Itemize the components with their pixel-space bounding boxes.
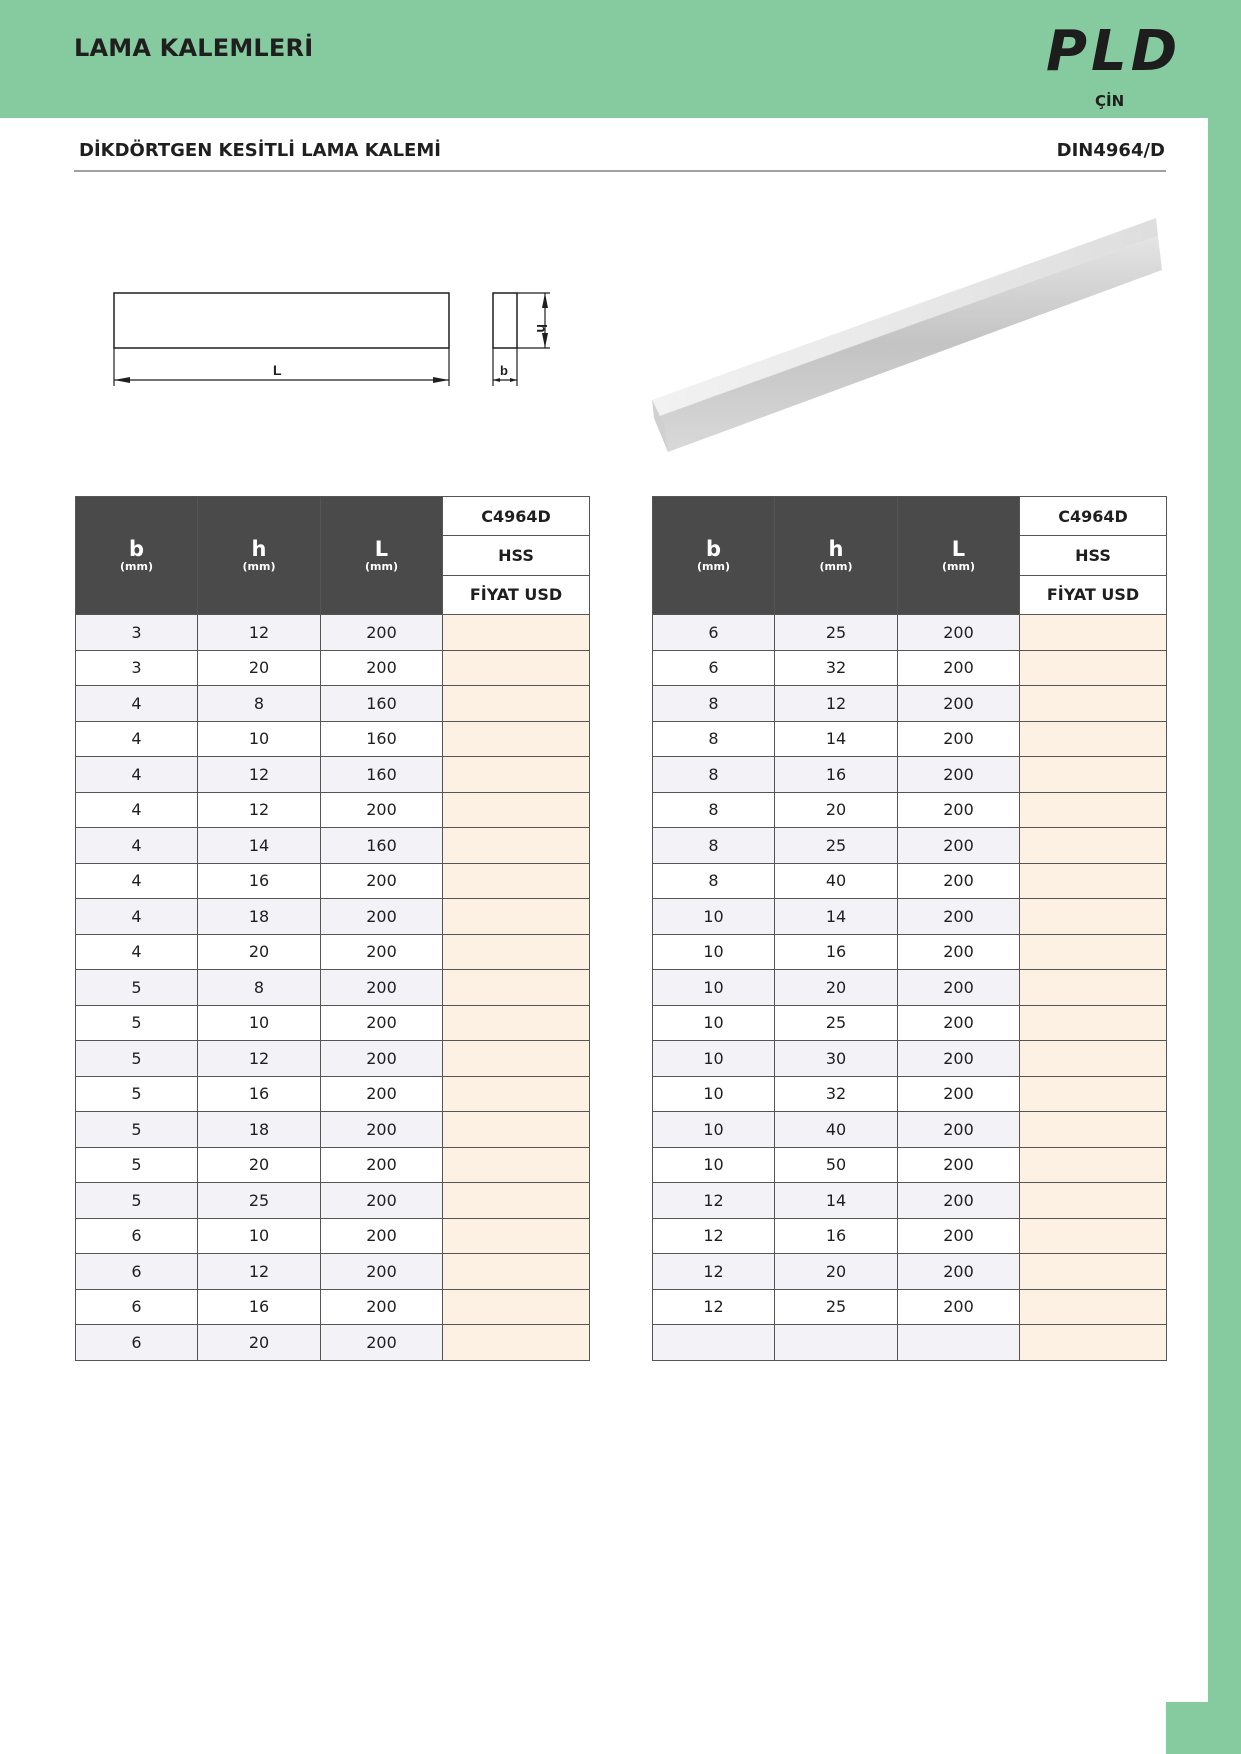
table-row <box>653 615 1167 651</box>
price-cell <box>443 1183 590 1219</box>
price-cell <box>443 1076 590 1112</box>
cell-h: 25 <box>775 828 898 864</box>
cell-b: 3 <box>76 650 198 686</box>
cell-b: 4 <box>76 721 198 757</box>
price-cell <box>443 970 590 1006</box>
price-header: FİYAT USD <box>1020 575 1167 614</box>
cell-l: 200 <box>898 1005 1020 1041</box>
price-cell <box>1020 1218 1167 1254</box>
table-row <box>653 1041 1167 1077</box>
cell-b: 8 <box>653 792 775 828</box>
cell-h: 25 <box>775 1289 898 1325</box>
price-cell <box>443 757 590 793</box>
size-table-right <box>652 496 1167 1361</box>
brand-logo: PLD <box>1046 19 1182 84</box>
price-cell <box>443 1218 590 1254</box>
cell-l: 200 <box>898 792 1020 828</box>
price-cell <box>1020 1289 1167 1325</box>
cell-h: 12 <box>198 615 321 651</box>
cell-l: 200 <box>321 615 443 651</box>
cell-h: 12 <box>198 1041 321 1077</box>
column-header-h: h (mm) <box>198 497 321 615</box>
cell-l: 200 <box>898 615 1020 651</box>
cell-h: 14 <box>775 721 898 757</box>
cell-l: 160 <box>321 686 443 722</box>
column-header-b: b (mm) <box>76 497 198 615</box>
price-cell <box>443 1254 590 1290</box>
cell-b: 6 <box>76 1289 198 1325</box>
table-row <box>76 863 590 899</box>
side-band <box>1208 118 1241 1754</box>
price-cell <box>1020 615 1167 651</box>
cell-l: 200 <box>321 934 443 970</box>
cell-l: 200 <box>898 1112 1020 1148</box>
cell-l: 200 <box>321 1325 443 1361</box>
cell-l: 200 <box>321 650 443 686</box>
cell-l: 200 <box>898 934 1020 970</box>
price-cell <box>443 1041 590 1077</box>
cell-b: 10 <box>653 970 775 1006</box>
cell-l: 200 <box>321 1112 443 1148</box>
table-row <box>653 1183 1167 1219</box>
cell-b: 12 <box>653 1218 775 1254</box>
cell-l: 200 <box>898 863 1020 899</box>
cell-l: 200 <box>321 1254 443 1290</box>
cell-h: 14 <box>198 828 321 864</box>
cell-l: 200 <box>321 1076 443 1112</box>
cell-h: 10 <box>198 1218 321 1254</box>
cell-h: 16 <box>775 757 898 793</box>
table-row <box>653 1147 1167 1183</box>
table-row <box>653 1076 1167 1112</box>
cell-b: 4 <box>76 828 198 864</box>
price-cell <box>1020 863 1167 899</box>
material-header: HSS <box>1020 536 1167 575</box>
cell-b: 10 <box>653 899 775 935</box>
price-cell <box>1020 792 1167 828</box>
column-header-b: b (mm) <box>653 497 775 615</box>
cell-l: 200 <box>898 650 1020 686</box>
cell-l: 160 <box>321 828 443 864</box>
cell-h: 14 <box>775 1183 898 1219</box>
column-header-l: L (mm) <box>321 497 443 615</box>
price-cell <box>1020 899 1167 935</box>
cell-l: 200 <box>321 1041 443 1077</box>
table-row <box>653 792 1167 828</box>
price-cell <box>443 1112 590 1148</box>
price-cell <box>443 1289 590 1325</box>
table-row <box>653 1005 1167 1041</box>
cell-b: 12 <box>653 1183 775 1219</box>
table-row <box>653 1254 1167 1290</box>
table-row <box>76 1147 590 1183</box>
cell-l: 200 <box>898 1218 1020 1254</box>
cell-h <box>775 1325 898 1361</box>
table-row <box>76 1076 590 1112</box>
cell-b: 4 <box>76 899 198 935</box>
cell-b: 10 <box>653 1076 775 1112</box>
cell-h: 16 <box>775 934 898 970</box>
section-title: LAMA KALEMLERİ <box>74 34 314 62</box>
cell-l: 200 <box>321 863 443 899</box>
cell-l <box>898 1325 1020 1361</box>
table-row <box>76 686 590 722</box>
table-row <box>653 686 1167 722</box>
cell-h: 14 <box>775 899 898 935</box>
price-cell <box>1020 686 1167 722</box>
cell-b: 10 <box>653 1112 775 1148</box>
cell-h: 25 <box>775 615 898 651</box>
price-cell <box>1020 934 1167 970</box>
cell-h: 20 <box>198 650 321 686</box>
table-row <box>653 1218 1167 1254</box>
cell-h: 18 <box>198 899 321 935</box>
table-row <box>76 1289 590 1325</box>
table-row <box>76 934 590 970</box>
price-cell <box>1020 1183 1167 1219</box>
table-row <box>76 792 590 828</box>
cell-h: 40 <box>775 1112 898 1148</box>
price-cell <box>443 1005 590 1041</box>
table-row <box>653 650 1167 686</box>
cell-l: 200 <box>898 1183 1020 1219</box>
price-cell <box>443 615 590 651</box>
cell-b: 6 <box>76 1218 198 1254</box>
cell-b: 5 <box>76 1005 198 1041</box>
brand-origin: ÇİN <box>1095 92 1125 110</box>
cell-b: 5 <box>76 1076 198 1112</box>
cell-h: 40 <box>775 863 898 899</box>
table-row <box>653 970 1167 1006</box>
price-cell <box>443 792 590 828</box>
cell-h: 8 <box>198 970 321 1006</box>
cell-h: 20 <box>775 792 898 828</box>
table-row <box>653 899 1167 935</box>
product-code-header: C4964D <box>1020 497 1167 536</box>
cell-b: 4 <box>76 934 198 970</box>
product-title: DİKDÖRTGEN KESİTLİ LAMA KALEMİ <box>79 140 441 161</box>
cell-h: 32 <box>775 1076 898 1112</box>
table-row <box>76 1325 590 1361</box>
cell-b: 8 <box>653 828 775 864</box>
cell-b: 8 <box>653 686 775 722</box>
cell-h: 25 <box>198 1183 321 1219</box>
cell-b: 5 <box>76 1183 198 1219</box>
price-cell <box>1020 828 1167 864</box>
product-code-header: C4964D <box>443 497 590 536</box>
table-row <box>76 828 590 864</box>
cell-h: 8 <box>198 686 321 722</box>
table-row <box>76 615 590 651</box>
table-row <box>653 1112 1167 1148</box>
height-label: h <box>534 324 550 333</box>
product-photo <box>648 210 1168 460</box>
cell-b: 5 <box>76 1147 198 1183</box>
table-row <box>76 899 590 935</box>
price-cell <box>443 899 590 935</box>
cell-b: 4 <box>76 792 198 828</box>
cell-l: 200 <box>898 1076 1020 1112</box>
cell-h: 25 <box>775 1005 898 1041</box>
table-row <box>653 934 1167 970</box>
price-cell <box>1020 970 1167 1006</box>
price-cell <box>443 934 590 970</box>
table-row <box>76 650 590 686</box>
cell-b: 6 <box>653 615 775 651</box>
cell-h: 20 <box>198 1147 321 1183</box>
cell-l: 200 <box>321 792 443 828</box>
cell-b: 5 <box>76 1112 198 1148</box>
cell-b: 8 <box>653 863 775 899</box>
column-header-l: L (mm) <box>898 497 1020 615</box>
cell-h: 16 <box>198 863 321 899</box>
cell-b: 3 <box>76 615 198 651</box>
material-header: HSS <box>443 536 590 575</box>
price-cell <box>1020 1076 1167 1112</box>
cell-h: 12 <box>775 686 898 722</box>
cell-l: 200 <box>898 1147 1020 1183</box>
cell-l: 160 <box>321 721 443 757</box>
price-cell <box>443 721 590 757</box>
price-cell <box>1020 1112 1167 1148</box>
length-label: L <box>273 362 282 378</box>
cell-h: 12 <box>198 792 321 828</box>
cell-h: 20 <box>775 970 898 1006</box>
cell-l: 200 <box>321 1147 443 1183</box>
table-row <box>653 757 1167 793</box>
price-header: FİYAT USD <box>443 575 590 614</box>
table-row <box>653 863 1167 899</box>
cell-l: 200 <box>321 1218 443 1254</box>
cell-h: 12 <box>198 757 321 793</box>
cell-l: 200 <box>898 899 1020 935</box>
table-row <box>76 757 590 793</box>
cell-l: 200 <box>898 686 1020 722</box>
cell-l: 160 <box>321 757 443 793</box>
cell-b: 10 <box>653 1005 775 1041</box>
cell-h: 16 <box>198 1289 321 1325</box>
cell-b: 12 <box>653 1254 775 1290</box>
cell-b: 6 <box>76 1254 198 1290</box>
price-cell <box>1020 757 1167 793</box>
cell-b: 8 <box>653 757 775 793</box>
cell-h: 20 <box>775 1254 898 1290</box>
cell-b: 8 <box>653 721 775 757</box>
cell-b: 4 <box>76 686 198 722</box>
cell-b: 6 <box>653 650 775 686</box>
cell-b: 10 <box>653 1147 775 1183</box>
cell-b: 10 <box>653 934 775 970</box>
cell-b: 12 <box>653 1289 775 1325</box>
cell-l: 200 <box>898 721 1020 757</box>
cell-h: 18 <box>198 1112 321 1148</box>
table-row <box>653 1325 1167 1361</box>
price-cell <box>1020 721 1167 757</box>
price-cell <box>1020 1254 1167 1290</box>
cell-h: 20 <box>198 934 321 970</box>
price-cell <box>443 1147 590 1183</box>
price-cell <box>1020 650 1167 686</box>
cell-l: 200 <box>321 899 443 935</box>
price-cell <box>443 1325 590 1361</box>
technical-drawing <box>100 280 560 390</box>
cell-h: 10 <box>198 721 321 757</box>
cell-h: 16 <box>775 1218 898 1254</box>
cell-b <box>653 1325 775 1361</box>
price-cell <box>1020 1005 1167 1041</box>
table-row <box>76 721 590 757</box>
price-cell <box>1020 1041 1167 1077</box>
width-label: b <box>500 363 508 378</box>
table-row <box>76 1254 590 1290</box>
cell-l: 200 <box>898 970 1020 1006</box>
price-cell <box>443 863 590 899</box>
cell-h: 32 <box>775 650 898 686</box>
price-cell <box>443 650 590 686</box>
table-row <box>653 1289 1167 1325</box>
cell-b: 5 <box>76 970 198 1006</box>
table-row <box>76 970 590 1006</box>
page-tab <box>1166 1702 1208 1754</box>
cell-b: 5 <box>76 1041 198 1077</box>
cell-h: 16 <box>198 1076 321 1112</box>
cell-b: 4 <box>76 757 198 793</box>
size-table-left <box>75 496 590 1361</box>
column-header-h: h (mm) <box>775 497 898 615</box>
cell-l: 200 <box>898 1289 1020 1325</box>
cell-l: 200 <box>321 1005 443 1041</box>
cell-l: 200 <box>898 757 1020 793</box>
cell-h: 10 <box>198 1005 321 1041</box>
price-cell <box>1020 1325 1167 1361</box>
cell-b: 6 <box>76 1325 198 1361</box>
title-divider <box>74 170 1166 172</box>
table-row <box>76 1183 590 1219</box>
price-cell <box>443 686 590 722</box>
cell-h: 50 <box>775 1147 898 1183</box>
cell-l: 200 <box>898 1254 1020 1290</box>
cell-l: 200 <box>321 970 443 1006</box>
table-row <box>653 721 1167 757</box>
cell-l: 200 <box>898 828 1020 864</box>
table-row <box>76 1112 590 1148</box>
cell-l: 200 <box>898 1041 1020 1077</box>
cell-h: 20 <box>198 1325 321 1361</box>
bar-side-view <box>114 293 449 348</box>
table-row <box>76 1218 590 1254</box>
cell-b: 4 <box>76 863 198 899</box>
cell-h: 12 <box>198 1254 321 1290</box>
price-cell <box>443 828 590 864</box>
cell-l: 200 <box>321 1289 443 1325</box>
cell-h: 30 <box>775 1041 898 1077</box>
cell-b: 10 <box>653 1041 775 1077</box>
table-row <box>653 828 1167 864</box>
standard-code: DIN4964/D <box>1056 140 1165 161</box>
price-cell <box>1020 1147 1167 1183</box>
cell-l: 200 <box>321 1183 443 1219</box>
table-row <box>76 1005 590 1041</box>
bar-end-view <box>493 293 517 348</box>
table-row <box>76 1041 590 1077</box>
